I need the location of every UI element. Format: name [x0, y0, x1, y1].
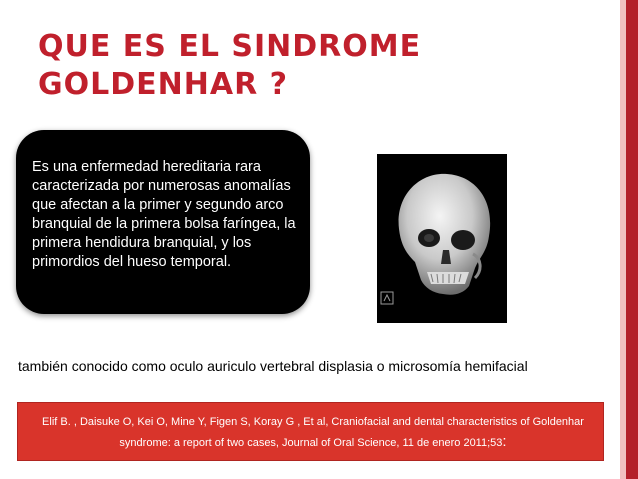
also-known-as-text: también conocido como oculo auriculo vertebral displasia o microsomía hemifacial: [18, 358, 528, 374]
reference-body: Elif B. , Daisuke O, Kei O, Mine Y, Figen S, Koray G , Et al, Craniofacial and dental characteristics of Goldenhar syndrome: a report of two cases, Journal of Oral Science, 11 de enero 2011;53: [42, 416, 584, 449]
skull-image: [377, 154, 507, 323]
slide-title: [38, 28, 598, 104]
skull-icon: [377, 154, 507, 323]
title-line-1: QUE ES EL SINDROME: [38, 29, 422, 64]
definition-text: Es una enfermedad hereditaria rara caracterizada por numerosas anomalías que afectan a la primer y segundo arco branquial de la primera bolsa faríngea, la primera hendidura branquial, y los primordios del hueso temporal.: [32, 159, 296, 270]
title-line-2: GOLDENHAR ?: [38, 67, 289, 102]
reference-text: [30, 413, 596, 453]
accent-bar: [626, 0, 638, 479]
reference-colon: :: [502, 433, 507, 450]
